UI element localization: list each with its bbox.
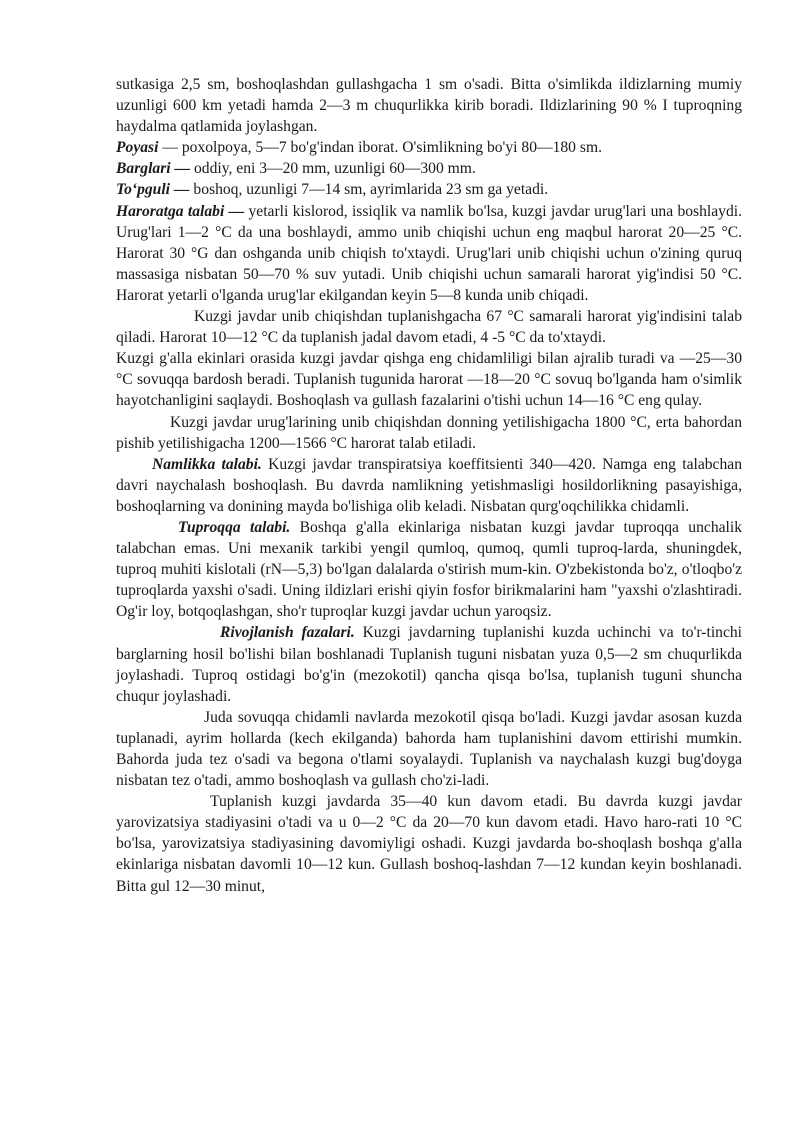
moisture-text: Kuzgi javdar transpiratsiya koeffitsienti 340—420. Namga eng talabchan davri naychalash boshoqlash. Bu davrda namlikning yetishmasligi hosildorlikning pasayishiga, boshoqlarning va donining mayda bo'lishiga olib keladi. Nisbatan qurg'oqchilikka chidamli. — [116, 455, 742, 515]
document-page — [116, 74, 742, 897]
inflorescence-label: To‘pguli — — [116, 181, 190, 199]
inflorescence-text: boshoq, uzunligi 7—14 sm, ayrimlarida 23 sm ga yetadi. — [189, 181, 549, 199]
moisture-label: Namlikka talabi. — [152, 455, 262, 473]
paragraph-winter-hardiness: Kuzgi g'alla ekinlari orasida kuzgi javdar qishga eng chidamliligi bilan ajralib turadi va —25—30 °C sovuqqa bardosh beradi. Tuplanish tugunida harorat —18—20 °C sovuq bo'lganda ham o'simlik hayotchanligini saqlaydi. Boshoqlash va gullash fazalarini o'tishi uchun 14—16 °C eng qulay. — [116, 350, 742, 410]
temperature-label: Haroratga talabi — — [116, 202, 245, 220]
paragraph-temperature — [116, 201, 742, 306]
paragraph-mesocotyl: Juda sovuqqa chidamli navlarda mezokotil qisqa bo'ladi. Kuzgi javdar asosan kuzda tuplanadi, ayrim hollarda (kech ekilganda) bahorda ham tuplanishini davom ettirishi mumkin. Bahorda juda tez o'sadi va begona o'tlami soyalaydi. Tuplanish va naychalash kuzgi bug'doyga nisbatan tez o'tadi, ammo boshoqlash va gullash cho'zi-ladi. — [116, 708, 742, 790]
leaves-label: Barglari — — [116, 160, 191, 178]
development-text: Kuzgi javdarning tuplanishi kuzda uchinchi va to'r-tinchi barglarning hosil bo'lishi bilan boshlanadi Tuplanish tuguni nisbatan yuza 0,5—2 sm chuqurlikda joylashadi. Tuproq ostidagi bo'g'in (mezokotil) qancha qisqa bo'lsa, tuplanish tuguni shuncha chuqur joylashadi. — [116, 624, 742, 705]
leaves-text: oddiy, eni 3—20 mm, uzunligi 60—300 mm. — [190, 160, 476, 178]
paragraph-vernalization: Tuplanish kuzgi javdarda 35—40 kun davom etadi. Bu davrda kuzgi javdar yarovizatsiya stadiyasini o'tadi va u 0—2 °C da 20—70 kun davom etadi. Havo haro-rati 10 °C bo'lsa, yarovizatsiya stadiyasining davomiyligi oshadi. Kuzgi javdarda bo-shoqlash boshqa g'alla ekinlariga nisbatan davomli 10—12 kun. Gullash boshoq-lashdan 7—12 kundan keyin boshlanadi. Bitta gul 12—30 minut, — [116, 793, 742, 895]
paragraph-moisture — [116, 454, 742, 517]
paragraph-stem — [116, 137, 742, 158]
temperature-text: yetarli kislorod, issiqlik va namlik bo'lsa, kuzgi javdar urug'lari una boshlaydi. Urug'lari 1—2 °C da una boshlaydi, ammo unib chiqishi uchun eng maqbul harorat 20—25 °C. Harorat 30 °G dan oshganda unib chiqish to'xtaydi. Urug'lari unib chiqishi uchun o'zining quruq massasiga nisbatan 50—70 % suv yutadi. Unib chiqishi uchun samarali harorat yig'indisi 50 °C. Harorat yetarli o'lganda urug'lar ekilgandan keyin 5—8 kunda unib chiqadi. — [116, 202, 742, 304]
paragraph-inflorescence — [116, 179, 742, 200]
paragraph-roots: sutkasiga 2,5 sm, boshoqlashdan gullashgacha 1 sm o'sadi. Bitta o'simlikda ildizlarning mumiy uzunligi 600 km yetadi hamda 2—3 m chuqurlikka kirib boradi. Ildizlarining 90 % I tuproqning haydalma qatlamida joylashgan. — [116, 76, 742, 136]
paragraph-leaves — [116, 158, 742, 179]
soil-label: Tuproqqa talabi. — [178, 518, 291, 536]
soil-text: Boshqa g'alla ekinlariga nisbatan kuzgi javdar tuproqqa unchalik talabchan emas. Uni mexanik tarkibi yengil qumloq, qumoq, qumli tuproq-larda, shuningdek, tuproq muhiti kislotali (rN—5,3) bo'lgan dalalarda o'stirish mum-kin. O'zbekistonda bo'z, o'tloqbo'z tuproqlarda yaxshi o'sadi. Uning ildizlari erishi qiyin fosfor birikmalarini ham "yaxshi o'zlashtiradi. Og'ir loy, botqoqlashgan, sho'r tuproqlar kuzgi javdar uchun yaroqsiz. — [116, 518, 742, 621]
paragraph-soil — [116, 517, 742, 622]
paragraph-development-phases — [116, 622, 742, 706]
paragraph-tillering-temperature: Kuzgi javdar unib chiqishdan tuplanishgacha 67 °C samarali harorat yig'indisini talab qiladi. Harorat 10—12 °C da tuplanish jadal davom etadi, 4 -5 °C da to'xtaydi. — [116, 308, 742, 347]
stem-text: — poxolpoya, 5—7 bo'g'indan iborat. O'simlikning bo'yi 80—180 sm. — [158, 139, 602, 157]
paragraph-heat-sum: Kuzgi javdar urug'larining unib chiqishdan donning yetilishigacha 1800 °C, erta bahordan pishib yetilishigacha 1200—1566 °C harorat talab etiladi. — [116, 413, 742, 452]
development-label: Rivojlanish fazalari. — [220, 624, 355, 642]
stem-label: Poyasi — [116, 139, 159, 157]
